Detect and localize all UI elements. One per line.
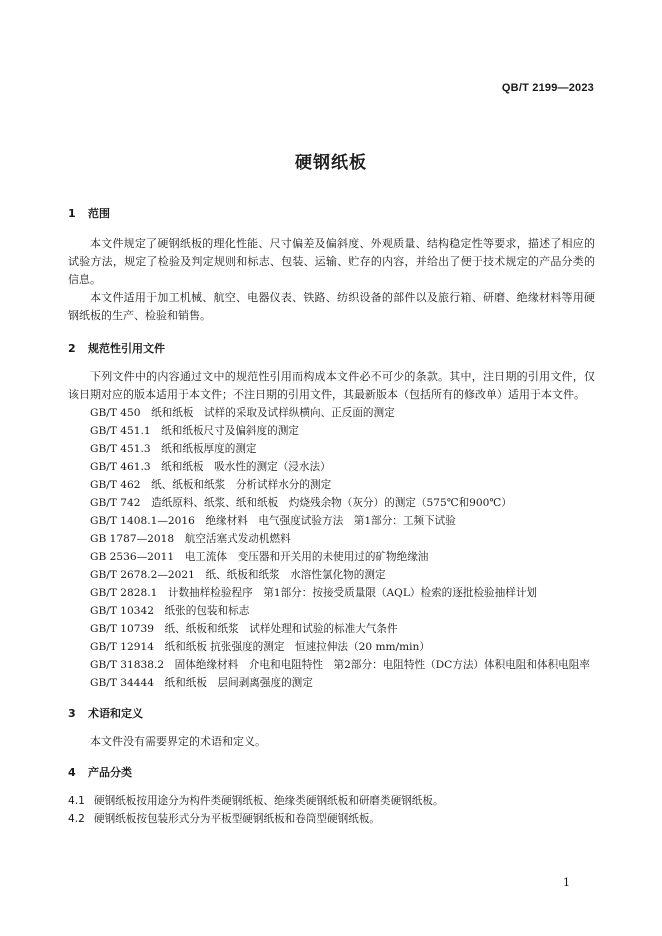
section-heading	[68, 340, 595, 358]
terms-text: 本文件没有需要界定的术语和定义。	[90, 735, 266, 748]
reference-item: GB/T 451.3 纸和纸板厚度的测定	[90, 443, 257, 455]
section-number: 2	[68, 342, 76, 355]
clause-number: 4.2	[68, 813, 85, 825]
reference-item: GB/T 742 造纸原料、纸浆、纸和纸板 灼烧残余物（灰分）的测定（575℃和900℃）	[90, 497, 512, 509]
reference-item: GB/T 2678.2—2021 纸、纸板和纸浆 水溶性氯化物的测定	[90, 569, 386, 581]
section-scope	[68, 205, 595, 325]
reference-list	[68, 404, 595, 692]
clause-number: 4.1	[68, 795, 85, 807]
reference-item: GB 1787—2018 航空活塞式发动机燃料	[90, 533, 291, 545]
section-normative-references	[68, 340, 595, 692]
clause	[68, 810, 595, 828]
section-heading	[68, 764, 595, 782]
page-number: 1	[563, 876, 570, 889]
reference-item: GB/T 1408.1—2016 绝缘材料 电气强度试验方法 第1部分：工频下试验	[90, 515, 456, 527]
section-number: 1	[68, 207, 76, 220]
standard-code: QB/T 2199—2023	[501, 82, 594, 94]
reference-item: GB/T 34444 纸和纸板 层间剥离强度的测定	[90, 677, 313, 689]
scope-paragraph: 本文件规定了硬钢纸板的理化性能、尺寸偏差及偏斜度、外观质量、结构稳定性等要求，描述了相应的试验方法，规定了检验及判定规则和标志、包装、运输、贮存的内容，并给出了便于技术规定的产品分类的信息。	[68, 237, 595, 286]
section-terms	[68, 705, 595, 751]
reference-item: GB 2536—2011 电工流体 变压器和开关用的未使用过的矿物绝缘油	[90, 551, 429, 563]
section-number: 3	[68, 707, 76, 720]
clause-text: 硬钢纸板按包装形式分为平板型硬钢纸板和卷筒型硬钢纸板。	[94, 813, 381, 825]
section-title: 范围	[88, 207, 110, 220]
reference-item: GB/T 31838.2 固体绝缘材料 介电和电阻特性 第2部分：电阻特性（DC方法）体积电阻和体积电阻率	[90, 659, 590, 671]
section-title: 产品分类	[88, 766, 132, 779]
section-heading	[68, 205, 595, 223]
reference-item: GB/T 10739 纸、纸板和纸浆 试样处理和试验的标准大气条件	[90, 623, 398, 635]
reference-item: GB/T 462 纸、纸板和纸浆 分析试样水分的测定	[90, 479, 332, 491]
clause	[68, 792, 595, 810]
scope-paragraph: 本文件适用于加工机械、航空、电器仪表、铁路、纺织设备的部件以及旅行箱、研磨、绝缘材料等用硬钢纸板的生产、检验和销售。	[68, 291, 595, 322]
section-title: 规范性引用文件	[88, 342, 165, 355]
normative-intro: 下列文件中的内容通过文中的规范性引用而构成本文件必不可少的条款。其中，注日期的引用文件，仅该日期对应的版本适用于本文件；不注日期的引用文件，其最新版本（包括所有的修改单）适用于本文件。	[68, 370, 595, 401]
section-title: 术语和定义	[88, 707, 143, 720]
reference-item: GB/T 461.3 纸和纸板 吸水性的测定（浸水法）	[90, 461, 331, 473]
section-heading	[68, 705, 595, 723]
section-classification	[68, 764, 595, 828]
section-number: 4	[68, 766, 76, 779]
reference-item: GB/T 450 纸和纸板 试样的采取及试样纵横向、正反面的测定	[90, 407, 395, 419]
reference-item: GB/T 10342 纸张的包装和标志	[90, 605, 250, 617]
document-title: 硬钢纸板	[295, 153, 367, 173]
clause-text: 硬钢纸板按用途分为构件类硬钢纸板、绝缘类硬钢纸板和研磨类硬钢纸板。	[94, 795, 444, 807]
document-body	[68, 205, 595, 828]
reference-item: GB/T 2828.1 计数抽样检验程序 第1部分：按接受质量限（AQL）检索的逐批检验抽样计划	[90, 587, 538, 599]
reference-item: GB/T 451.1 纸和纸板尺寸及偏斜度的测定	[90, 425, 299, 437]
reference-item: GB/T 12914 纸和纸板 抗张强度的测定 恒速拉伸法（20 mm/min）	[90, 641, 430, 653]
